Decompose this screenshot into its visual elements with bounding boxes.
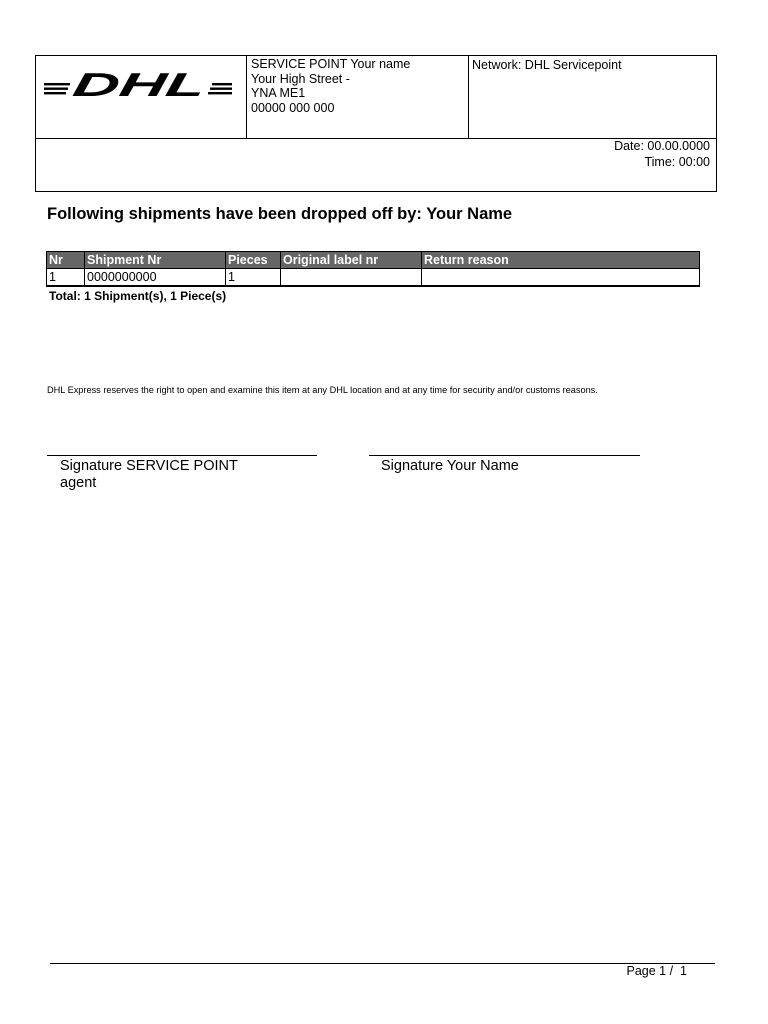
signature-agent-line-1: Signature SERVICE POINT bbox=[60, 458, 238, 474]
page-heading: Following shipments have been dropped off by: Your Name bbox=[47, 205, 513, 223]
header-box bbox=[35, 55, 717, 192]
date-time-block bbox=[614, 139, 710, 170]
sender-line-2: Your High Street - bbox=[251, 71, 350, 86]
page-number bbox=[627, 964, 687, 978]
sender-address bbox=[246, 56, 469, 138]
date-label: Date: 00.00.0000 bbox=[614, 139, 710, 153]
signature-line-agent bbox=[47, 455, 317, 456]
shipments-table bbox=[46, 251, 700, 287]
network-label: Network: DHL Servicepoint bbox=[472, 58, 622, 72]
page-total: 1 bbox=[680, 964, 687, 978]
column-header-nr: Nr bbox=[47, 252, 85, 269]
disclaimer-text: DHL Express reserves the right to open and examine this item at any DHL location and at any time for security and/or customs reasons. bbox=[47, 385, 598, 395]
logo-cell bbox=[36, 56, 246, 138]
dhl-logo bbox=[42, 64, 234, 108]
network-cell bbox=[469, 56, 716, 142]
time-label: Time: 00:00 bbox=[644, 154, 710, 169]
footer-divider bbox=[50, 963, 715, 964]
signature-line-customer bbox=[369, 455, 640, 456]
cell-shipment-nr: 0000000000 bbox=[85, 269, 226, 287]
signature-label-agent bbox=[60, 458, 238, 491]
table-row bbox=[47, 269, 700, 287]
header-top-row bbox=[36, 56, 716, 139]
cell-nr: 1 bbox=[47, 269, 85, 287]
page-label: Page 1 / bbox=[626, 964, 674, 978]
column-header-original-label: Original label nr bbox=[281, 252, 422, 269]
table-header-row bbox=[47, 252, 700, 269]
sender-line-4: 00000 000 000 bbox=[251, 100, 335, 115]
column-header-return-reason: Return reason bbox=[422, 252, 700, 269]
sender-line-1: SERVICE POINT Your name bbox=[251, 57, 411, 71]
column-header-shipment-nr: Shipment Nr bbox=[85, 252, 226, 269]
signature-label-customer: Signature Your Name bbox=[381, 458, 519, 474]
cell-return-reason bbox=[422, 269, 700, 287]
column-header-pieces: Pieces bbox=[226, 252, 281, 269]
shipment-total: Total: 1 Shipment(s), 1 Piece(s) bbox=[49, 289, 227, 303]
cell-original-label bbox=[281, 269, 422, 287]
cell-pieces: 1 bbox=[226, 269, 281, 287]
logo-text: DHL bbox=[69, 67, 145, 104]
signature-agent-line-2: agent bbox=[60, 474, 97, 491]
sender-line-3: YNA ME1 bbox=[251, 86, 306, 100]
